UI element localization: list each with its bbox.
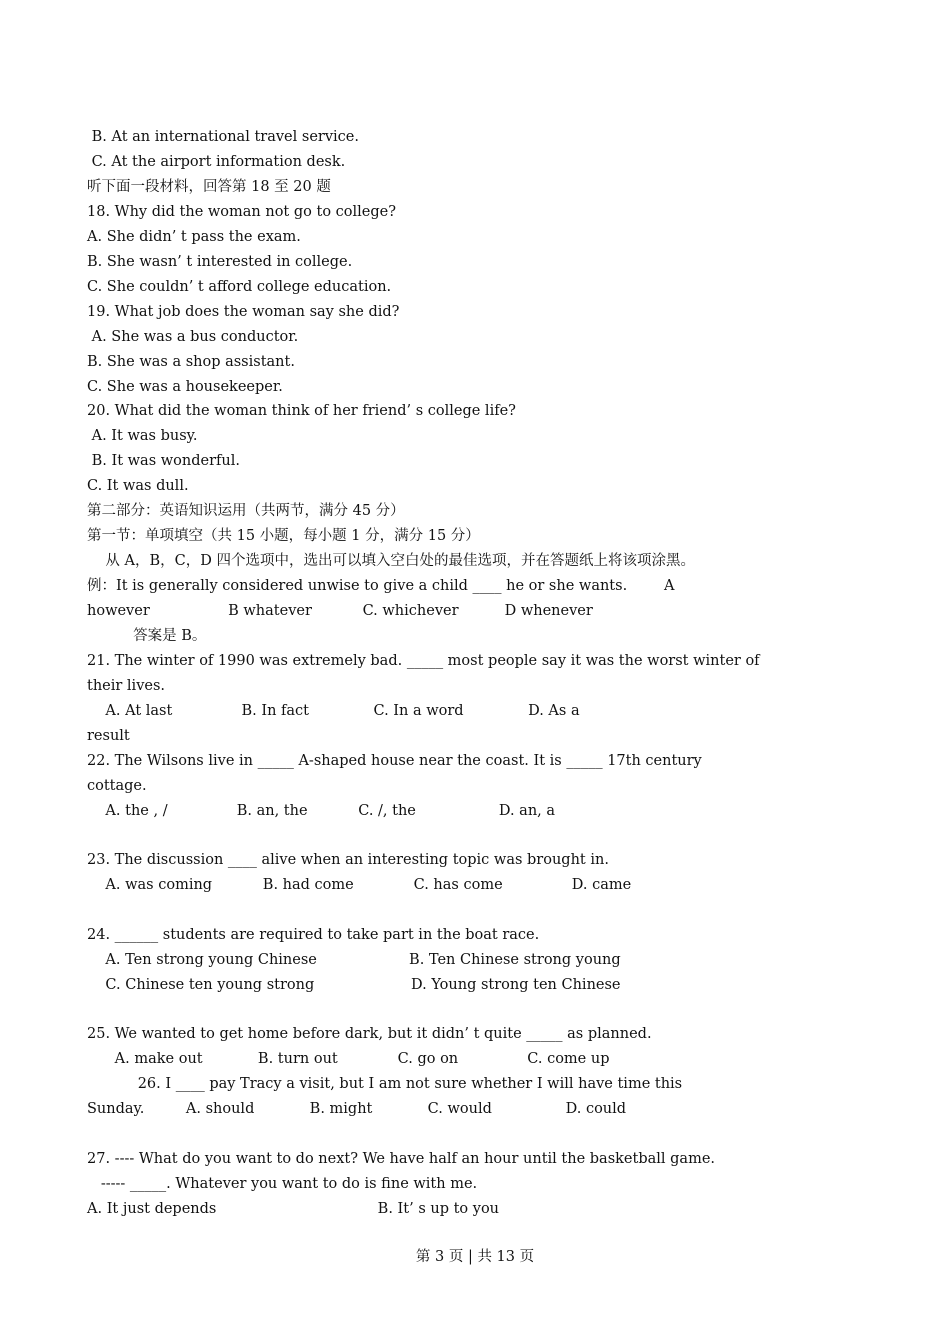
example-answer: 答案是 B。 [87, 628, 207, 644]
q18-question: 18. Why did the woman not go to college? [87, 204, 396, 220]
q21-options: A. At last B. In fact C. In a word D. As a [87, 703, 580, 719]
q26-options: Sunday. A. should B. might C. would D. could [87, 1101, 627, 1117]
q25-options: A. make out B. turn out C. go on C. come up [87, 1051, 610, 1067]
q24-options-cd: C. Chinese ten young strong D. Young strong ten Chinese [87, 977, 621, 993]
q24-question: 24. ______ students are required to take part in the boat race. [87, 927, 540, 943]
q17-option-b: B. At an international travel service. [87, 129, 359, 145]
example-question: 例：It is generally considered unwise to give a child ____ he or she wants. A [87, 578, 675, 594]
q20-option-b: B. It was wonderful. [87, 453, 240, 469]
q18-option-b: B. She wasn’ t interested in college. [87, 254, 353, 270]
q27-options: A. It just depends B. It’ s up to you [87, 1201, 500, 1217]
q20-option-a: A. It was busy. [87, 428, 198, 444]
q27-response: ----- _____. Whatever you want to do is fine with me. [87, 1176, 478, 1192]
q21-question: 21. The winter of 1990 was extremely bad. _____ most people say it was the worst winter of [87, 653, 760, 669]
q22-question-cont: cottage. [87, 778, 147, 794]
section1-heading: 第一节：单项填空（共 15 小题，每小题 1 分，满分 15 分） [87, 528, 480, 544]
q19-option-c: C. She was a housekeeper. [87, 379, 283, 395]
q27-question: 27. ---- What do you want to do next? We have half an hour until the basketball game. [87, 1151, 716, 1167]
q22-question: 22. The Wilsons live in _____ A-shaped house near the coast. It is _____ 17th century [87, 753, 702, 769]
q18-option-a: A. She didn’ t pass the exam. [87, 229, 301, 245]
listening-instruction-18-20: 听下面一段材料，回答第 18 至 20 题 [87, 179, 331, 195]
q23-options: A. was coming B. had come C. has come D. came [87, 877, 632, 893]
section1-instruction: 从 A，B，C，D 四个选项中，选出可以填入空白处的最佳选项，并在答题纸上将该项涂黑。 [87, 553, 695, 569]
q21-question-cont: their lives. [87, 678, 166, 694]
q21-options-cont: result [87, 728, 130, 744]
q22-options: A. the , / B. an, the C. /, the D. an, a [87, 803, 556, 819]
q19-option-a: A. She was a bus conductor. [87, 329, 299, 345]
q18-option-c: C. She couldn’ t afford college education. [87, 279, 392, 295]
q25-question: 25. We wanted to get home before dark, but it didn’ t quite _____ as planned. [87, 1026, 652, 1042]
example-options: however B whatever C. whichever D whenever [87, 603, 593, 619]
q20-question: 20. What did the woman think of her friend’ s college life? [87, 403, 516, 419]
q26-question: 26. I ____ pay Tracy a visit, but I am not sure whether I will have time this [87, 1076, 683, 1092]
q17-option-c: C. At the airport information desk. [87, 154, 346, 170]
part2-heading: 第二部分：英语知识运用（共两节，满分 45 分） [87, 503, 405, 519]
q23-question: 23. The discussion ____ alive when an interesting topic was brought in. [87, 852, 609, 868]
q19-option-b: B. She was a shop assistant. [87, 354, 295, 370]
page-footer: 第 3 页 | 共 13 页 [415, 1249, 535, 1265]
q19-question: 19. What job does the woman say she did? [87, 304, 400, 320]
q20-option-c: C. It was dull. [87, 478, 189, 494]
q24-options-ab: A. Ten strong young Chinese B. Ten Chinese strong young [87, 952, 621, 968]
